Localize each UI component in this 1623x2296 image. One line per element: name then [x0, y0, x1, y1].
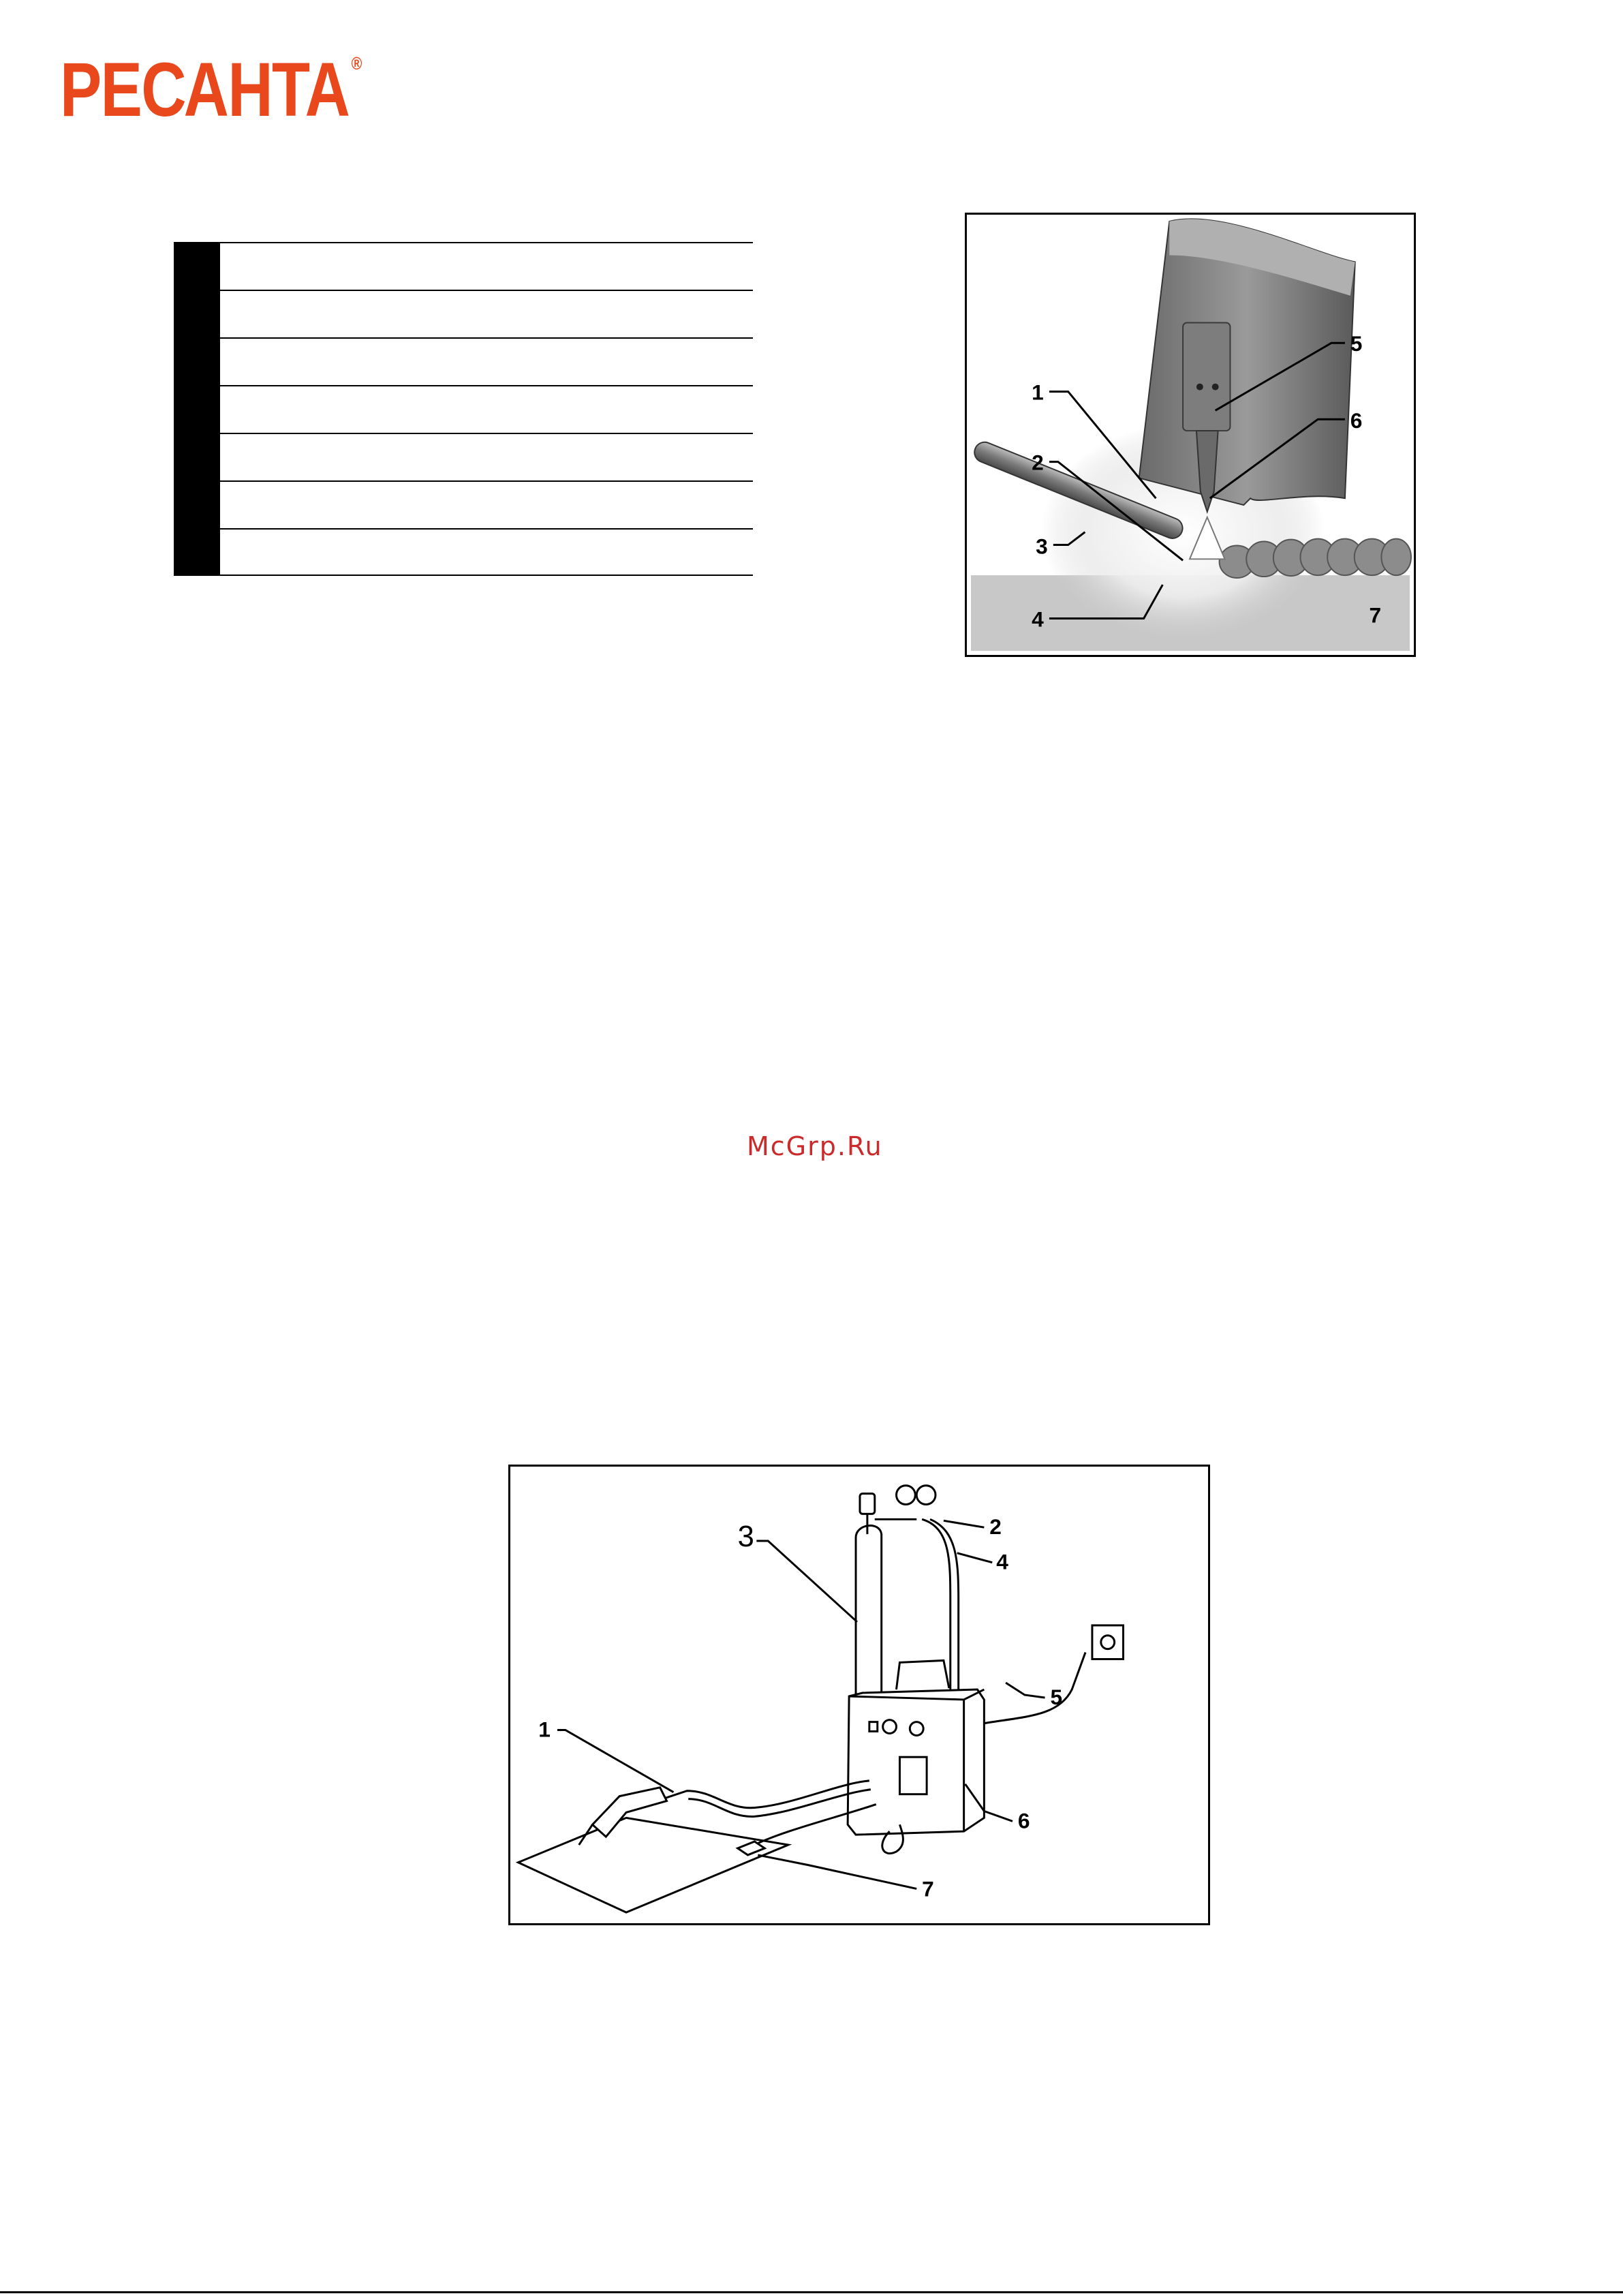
- collet: [1183, 323, 1230, 431]
- regulator-gauge: [897, 1486, 916, 1505]
- legend-number: [174, 434, 220, 480]
- tig-torch-figure: [965, 213, 1416, 657]
- line-drawing: [518, 1486, 1123, 1912]
- leader-7: [758, 1855, 916, 1889]
- power-cable: [984, 1653, 1085, 1724]
- callout-5: 5: [1350, 331, 1363, 356]
- leader-2: [944, 1520, 984, 1527]
- leader-1: [557, 1730, 673, 1792]
- legend-number: [174, 339, 220, 385]
- machine-handle: [897, 1660, 949, 1689]
- legend-row: [174, 433, 753, 480]
- workpiece-sheet: [518, 1818, 788, 1912]
- legend-row: [174, 480, 753, 528]
- callout-7: 7: [1369, 602, 1382, 628]
- callout-5: 5: [1050, 1684, 1063, 1709]
- callout-2: 2: [989, 1514, 1002, 1540]
- legend-number: [174, 243, 220, 290]
- legend-number: [174, 482, 220, 528]
- callout-1: 1: [538, 1717, 551, 1742]
- legend-number: [174, 386, 220, 433]
- callout-4: 4: [1032, 607, 1044, 632]
- callout-3: 3: [1036, 534, 1048, 559]
- cylinder-valve: [860, 1494, 875, 1514]
- regulator-gauge: [916, 1486, 936, 1505]
- legend-number: [174, 530, 220, 575]
- welding-setup-drawing: [510, 1467, 1208, 1923]
- power-socket: [1092, 1625, 1124, 1659]
- ground-clamp: [738, 1841, 765, 1855]
- brand-logo: РЕСАНТА ®: [60, 47, 361, 132]
- collet-hole: [1196, 384, 1203, 391]
- callout-7: 7: [922, 1876, 934, 1901]
- callout-6: 6: [1350, 408, 1363, 433]
- leader-5: [1006, 1683, 1045, 1698]
- watermark: McGrp.Ru: [747, 1131, 883, 1161]
- leader-3: [756, 1541, 857, 1622]
- legend-row: [174, 242, 753, 290]
- torch-cable: [647, 1781, 869, 1808]
- legend-row: [174, 385, 753, 433]
- welding-torch: [593, 1788, 667, 1837]
- collet-hole: [1212, 384, 1219, 391]
- callout-3: 3: [737, 1520, 754, 1553]
- tig-torch-drawing: [967, 215, 1414, 655]
- callout-1: 1: [1032, 380, 1044, 405]
- leader-4: [957, 1553, 993, 1563]
- legend-row: [174, 528, 753, 576]
- callout-4: 4: [996, 1549, 1008, 1574]
- legend-table: [174, 242, 753, 576]
- bottom-rule: [0, 2291, 1623, 2293]
- callout-6: 6: [1017, 1808, 1030, 1833]
- welding-setup-figure: [508, 1465, 1210, 1925]
- registered-mark: ®: [351, 53, 361, 74]
- callout-2: 2: [1032, 450, 1044, 475]
- legend-number: [174, 291, 220, 337]
- legend-row: [174, 337, 753, 385]
- legend-row: [174, 290, 753, 337]
